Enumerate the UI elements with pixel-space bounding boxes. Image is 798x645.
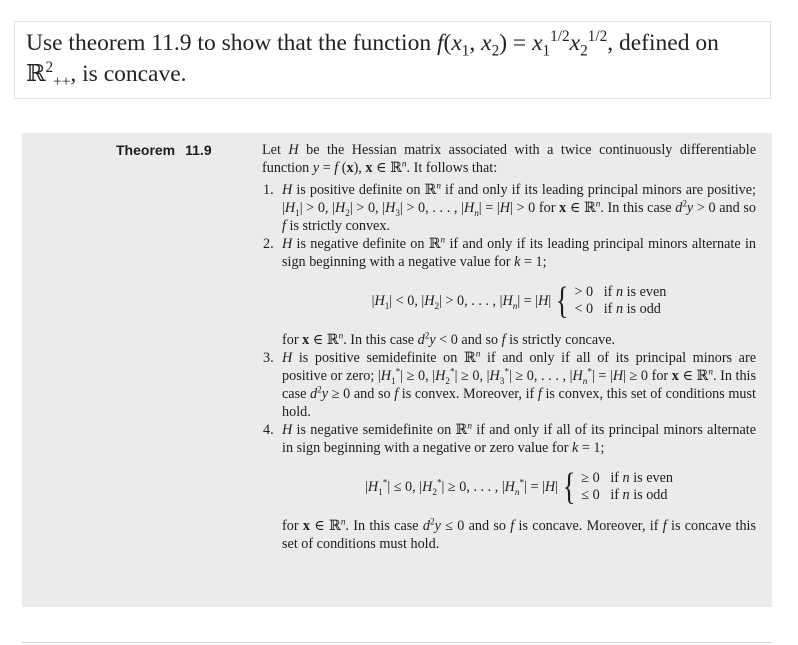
equation-case-odd: ≤ 0 if n is odd (581, 487, 668, 503)
item-text: H is negative definite on ℝ$^n$ if and only if its leading principal minors alternate in sign beginning with a negative value for k = 1; (282, 234, 756, 270)
equation-case-even: ≥ 0 if n is even (581, 470, 673, 486)
theorem-item-3 (262, 349, 756, 421)
item-number: 3. (263, 350, 274, 366)
item-number: 1. (263, 182, 274, 198)
theorem-items (262, 181, 756, 553)
item-after-text: for x ∈ ℝ$^n$. In this case $d^2y \le 0$ and so f is concave. Moreover, if f is concave this set of conditions must hold. (282, 516, 757, 552)
item-text: H is positive definite on ℝ$^n$ if and only if its leading principal minors are positive; $|H_1| > 0$, $|H_2| > 0$, $|H_3| > 0$, . . . , $|H_n| = |H| > 0$ for x ∈ ℝ$^n$. In this case $d^2y > 0$ and so f is strictly convex. (282, 180, 756, 234)
brace-icon: { (562, 466, 576, 508)
theorem-label (116, 142, 212, 158)
equation-negative-semidefinite (282, 466, 756, 508)
equation-cases (574, 284, 666, 318)
theorem-number: 11.9 (185, 142, 212, 158)
equation-lhs: $|H_1^*| \le 0$, $|H_2^*| \ge 0$, . . . , $|H_n^*| = |H|$ (365, 477, 559, 497)
theorem-word: Theorem (116, 142, 176, 158)
item-text: H is negative semidefinite on ℝ$^n$ if and only if all of its principal minors alternate in sign beginning with a negative or zero value for k = 1; (282, 420, 756, 456)
theorem-item-1 (262, 181, 756, 235)
item-number: 4. (263, 422, 274, 438)
theorem-intro: Let H be the Hessian matrix associated with a twice continuously differentiable function y = f (x), x ∈ ℝ$^n$. It follows that: (262, 142, 756, 176)
theorem-body (262, 141, 756, 553)
item-text: H is positive semidefinite on ℝ$^n$ if and only if all of its principal minors are positive or zero; $|H_1^*| \ge 0$, $|H_2^*| \ge 0$, $|H_3^*| \ge 0$, . . . , $|H_n^*| = |H| \ge 0$ for x ∈ ℝ$^n$. In this case $d^2y \ge 0$ and so f is convex. Moreover, if f is convex, this set of conditions must hold. (282, 348, 757, 420)
question-box (14, 21, 771, 99)
theorem-item-2 (262, 235, 756, 349)
theorem-item-4 (262, 421, 756, 553)
divider (22, 642, 772, 643)
equation-lhs: $|H_1| < 0$, $|H_2| > 0$, . . . , $|H_n| = |H|$ (371, 293, 552, 311)
theorem-box (22, 133, 772, 607)
equation-negative-definite (282, 280, 756, 322)
equation-cases (581, 470, 673, 504)
item-after-text: for x ∈ ℝ$^n$. In this case $d^2y < 0$ and so f is strictly concave. (282, 330, 616, 348)
equation-case-odd: < 0 if n is odd (574, 301, 661, 317)
question-text: Use theorem 11.9 to show that the function $f(x_1$, $x_2) = x_1^{1/2}x_2^{1/2}$, defined on ℝ$^2_{++}$, is concave. (26, 28, 719, 91)
item-number: 2. (263, 236, 274, 252)
brace-icon: { (555, 280, 569, 322)
equation-case-even: > 0 if n is even (574, 284, 667, 300)
